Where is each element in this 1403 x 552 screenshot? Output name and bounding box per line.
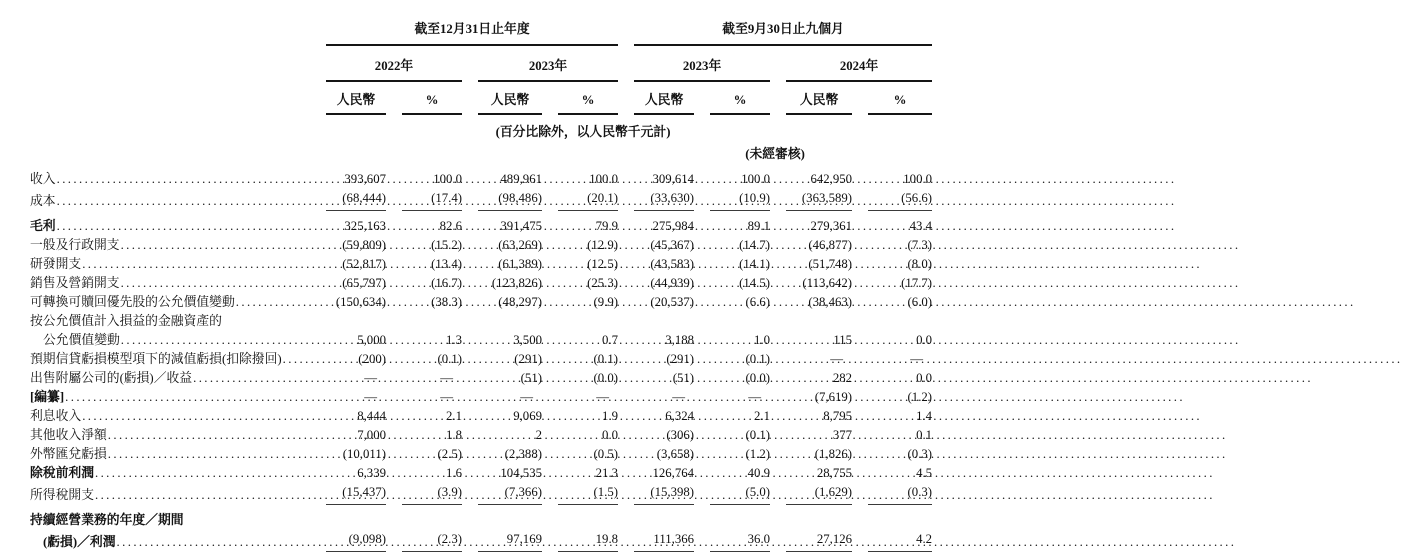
cell-value: 6,324 <box>665 409 695 423</box>
year-row <box>30 46 932 82</box>
table-row <box>30 293 932 312</box>
cell-value: 8,444 <box>357 409 386 423</box>
cell-value: 275,984 <box>652 219 695 233</box>
cell-value: (12.5) <box>587 257 619 271</box>
cell-value: (1,629) <box>814 485 853 499</box>
cell-value: (12.9) <box>587 238 619 252</box>
row-label: 可轉換可贖回優先股的公允價值變動 <box>30 295 235 309</box>
cell-value: (14.5) <box>739 276 771 290</box>
row-label: 研發開支 <box>30 257 82 271</box>
cell-value: 104,535 <box>500 466 542 480</box>
cell-value: 100.0 <box>903 172 933 186</box>
table-row <box>30 369 932 388</box>
cell-value: 89.1 <box>747 219 771 233</box>
col-header-pct: % <box>710 93 770 115</box>
cell-value: — <box>748 390 762 404</box>
cell-value: (14.1) <box>739 257 771 271</box>
cell-value: 2 <box>535 428 542 442</box>
cell-value: (68,444) <box>342 191 386 205</box>
table-row <box>30 511 932 530</box>
cell-value: (0.0) <box>745 371 771 385</box>
cell-value: 5,000 <box>357 333 386 347</box>
cell-value: (1.5) <box>593 485 619 499</box>
cell-value: 393,607 <box>344 172 386 186</box>
dot-leader <box>57 170 307 189</box>
cell-value: (20,537) <box>650 295 695 309</box>
cell-value: (7,366) <box>504 485 542 499</box>
cell-value: (1,826) <box>814 447 853 461</box>
cell-value: (44,939) <box>650 276 695 290</box>
row-label: 其他收入淨額 <box>30 428 107 442</box>
col-header-rmb: 人民幣 <box>478 89 542 115</box>
cell-value: (10.9) <box>739 191 771 205</box>
cell-value: (0.5) <box>593 447 619 461</box>
table-row <box>30 236 932 255</box>
cell-value: (9.9) <box>593 295 619 309</box>
cell-value: (291) <box>514 352 542 366</box>
table-header <box>30 10 932 170</box>
dot-leader <box>82 255 307 274</box>
dot-leader <box>117 533 307 552</box>
cell-value: 7,000 <box>357 428 386 442</box>
cell-value: (25.3) <box>587 276 619 290</box>
year-label-2023: 2023年 <box>478 55 618 82</box>
cell-value: 21.3 <box>595 466 619 480</box>
cell-value: (51) <box>520 371 542 385</box>
row-label: 所得稅開支 <box>30 488 94 502</box>
cell-value: — <box>520 390 533 404</box>
unit-note-row <box>30 115 932 140</box>
cell-value: (113,642) <box>802 276 853 290</box>
cell-value: (1.2) <box>907 390 933 404</box>
cell-value: (3.9) <box>437 485 462 499</box>
cell-value: 126,764 <box>652 466 695 480</box>
cell-value: 391,475 <box>500 219 542 233</box>
cell-value: 3,188 <box>665 333 695 347</box>
row-label: 按公允價值計入損益的金融資產的 <box>30 314 222 328</box>
col-header-pct: % <box>558 93 618 115</box>
period-group-title-ninemonth: 截至9月30日止九個月 <box>634 10 932 46</box>
column-header-row <box>30 82 932 115</box>
cell-value: (56.6) <box>901 191 933 205</box>
table-row <box>30 331 932 350</box>
table-row <box>30 445 932 464</box>
cell-value: 1.9 <box>602 409 619 423</box>
table-row <box>30 464 932 483</box>
cell-value: (291) <box>666 352 695 366</box>
cell-value: 0.0 <box>916 333 933 347</box>
cell-value: 8,795 <box>823 409 853 423</box>
cell-value: 2.1 <box>446 409 462 423</box>
unit-note: (百分比除外，以人民幣千元計) <box>495 125 671 139</box>
cell-value: 100.0 <box>741 172 771 186</box>
cell-value: (65,797) <box>342 276 386 290</box>
cell-value: 279,361 <box>810 219 853 233</box>
cell-value: 1.0 <box>754 333 771 347</box>
dot-leader <box>121 331 307 350</box>
row-label: 預期信貸虧損模型項下的減值虧損(扣除撥回) <box>30 352 282 366</box>
row-label: 公允價值變動 <box>43 333 120 347</box>
row-label: 銷售及營銷開支 <box>30 276 120 290</box>
cell-value: (200) <box>358 352 386 366</box>
cell-value: 97,169 <box>506 532 542 546</box>
cell-value: (43,583) <box>650 257 695 271</box>
table-row <box>30 312 932 331</box>
dot-leader <box>82 407 307 426</box>
cell-value: 282 <box>832 371 853 385</box>
dot-leader <box>95 486 307 505</box>
unaudited-note-row <box>30 140 932 170</box>
cell-value: 0.7 <box>602 333 619 347</box>
cell-value: (6.6) <box>745 295 771 309</box>
cell-value: (17.7) <box>901 276 933 290</box>
dot-leader <box>108 445 307 464</box>
cell-value: (33,630) <box>650 191 695 205</box>
dot-leader <box>236 293 307 312</box>
cell-value: (13.4) <box>431 257 462 271</box>
cell-value: (45,367) <box>650 238 695 252</box>
cell-value: (7,619) <box>814 390 853 404</box>
cell-value: 0.0 <box>602 428 619 442</box>
table-row <box>30 426 932 445</box>
row-label: 除稅前利潤 <box>30 466 94 480</box>
table-row <box>30 350 932 369</box>
cell-value: (0.3) <box>907 447 933 461</box>
cell-value: 1.8 <box>446 428 462 442</box>
col-header-rmb: 人民幣 <box>326 89 386 115</box>
cell-value: — <box>364 371 377 385</box>
year-label-2022: 2022年 <box>326 55 462 82</box>
cell-value: (0.1) <box>745 352 771 366</box>
cell-value: 0.1 <box>916 428 933 442</box>
cell-value: 28,755 <box>816 466 853 480</box>
cell-value: — <box>440 390 453 404</box>
cell-value: (15,437) <box>342 485 386 499</box>
table-row <box>30 388 932 407</box>
cell-value: (2.5) <box>437 447 462 461</box>
cell-value: (15.2) <box>431 238 462 252</box>
cell-value: 4.5 <box>916 466 933 480</box>
cell-value: 1.3 <box>446 333 462 347</box>
cell-value: (363,589) <box>801 191 853 205</box>
cell-value: (59,809) <box>342 238 386 252</box>
cell-value: — <box>672 390 686 404</box>
cell-value: (7.3) <box>907 238 933 252</box>
cell-value: (306) <box>666 428 695 442</box>
table-row <box>30 189 932 211</box>
cell-value: (20.1) <box>587 191 619 205</box>
cell-value: (2,388) <box>504 447 542 461</box>
cell-value: 1.6 <box>446 466 462 480</box>
cell-value: (51,748) <box>808 257 853 271</box>
table-row <box>30 530 932 552</box>
cell-value: 0.0 <box>916 371 933 385</box>
table-row <box>30 217 932 236</box>
cell-value: 36.0 <box>747 532 771 546</box>
cell-value: 100.0 <box>589 172 619 186</box>
income-statement-table <box>30 10 932 552</box>
cell-value: (123,826) <box>491 276 542 290</box>
dot-leader <box>95 464 307 483</box>
cell-value: (8.0) <box>907 257 933 271</box>
cell-value: (98,486) <box>498 191 542 205</box>
row-label: 成本 <box>30 194 56 208</box>
cell-value: 3,500 <box>513 333 542 347</box>
cell-value: 642,950 <box>810 172 853 186</box>
col-header-pct: % <box>868 93 932 115</box>
row-label: 利息收入 <box>30 409 82 423</box>
row-label: [編纂] <box>30 390 65 404</box>
cell-value: (17.4) <box>431 191 462 205</box>
cell-value: (0.1) <box>437 352 462 366</box>
row-label: 持續經營業務的年度／期間 <box>30 513 184 527</box>
period-group-title-annual: 截至12月31日止年度 <box>326 10 618 46</box>
table-row <box>30 483 932 505</box>
table-row <box>30 255 932 274</box>
dot-leader <box>57 192 307 211</box>
col-header-rmb: 人民幣 <box>786 89 852 115</box>
year-label-2024-9m: 2024年 <box>786 55 932 82</box>
cell-value: — <box>910 352 924 366</box>
cell-value: 27,126 <box>816 532 853 546</box>
cell-value: (5.0) <box>745 485 771 499</box>
year-label-2023-9m: 2023年 <box>634 55 770 82</box>
table-row <box>30 170 932 189</box>
cell-value: 19.8 <box>595 532 619 546</box>
table-row <box>30 274 932 293</box>
table-body <box>30 170 932 552</box>
cell-value: (38.3) <box>431 295 462 309</box>
cell-value: 43.4 <box>909 219 933 233</box>
cell-value: (6.0) <box>907 295 933 309</box>
cell-value: 115 <box>833 333 853 347</box>
col-header-rmb: 人民幣 <box>634 89 694 115</box>
cell-value: — <box>830 352 844 366</box>
table-row <box>30 407 932 426</box>
row-label: 收入 <box>30 172 56 186</box>
row-label: (虧損)／利潤 <box>43 535 116 549</box>
dot-leader <box>65 388 307 407</box>
cell-value: 79.9 <box>595 219 619 233</box>
cell-value: (150,634) <box>335 295 386 309</box>
period-group-row <box>30 10 932 46</box>
dot-leader <box>121 236 307 255</box>
cell-value: 1.4 <box>916 409 933 423</box>
cell-value: (1.2) <box>745 447 771 461</box>
dot-leader <box>193 369 307 388</box>
cell-value: (0.1) <box>593 352 619 366</box>
unaudited-note: (未經審核) <box>745 147 805 161</box>
cell-value: 4.2 <box>916 532 933 546</box>
dot-leader <box>57 217 307 236</box>
cell-value: 309,614 <box>652 172 695 186</box>
cell-value: 82.6 <box>439 219 462 233</box>
cell-value: 40.9 <box>747 466 771 480</box>
cell-value: (52,817) <box>342 257 386 271</box>
cell-value: (46,877) <box>808 238 853 252</box>
cell-value: 325,163 <box>344 219 386 233</box>
cell-value: (16.7) <box>431 276 462 290</box>
cell-value: (0.0) <box>593 371 619 385</box>
cell-value: 377 <box>832 428 853 442</box>
cell-value: (10,011) <box>342 447 386 461</box>
cell-value: (63,269) <box>498 238 542 252</box>
row-label: 一般及行政開支 <box>30 238 120 252</box>
cell-value: 9,069 <box>513 409 542 423</box>
cell-value: (14.7) <box>739 238 771 252</box>
cell-value: (0.1) <box>745 428 771 442</box>
cell-value: (51) <box>672 371 695 385</box>
row-label: 毛利 <box>30 219 56 233</box>
cell-value: — <box>596 390 610 404</box>
row-label: 外幣匯兌虧損 <box>30 447 107 461</box>
cell-value: (3,658) <box>656 447 695 461</box>
cell-value: 100.0 <box>433 172 462 186</box>
cell-value: (15,398) <box>650 485 695 499</box>
cell-value: (61,389) <box>498 257 542 271</box>
cell-value: — <box>440 371 453 385</box>
cell-value: (48,297) <box>498 295 542 309</box>
cell-value: 6,339 <box>357 466 386 480</box>
dot-leader <box>108 426 307 445</box>
cell-value: (0.3) <box>907 485 933 499</box>
cell-value: (9,098) <box>348 532 386 546</box>
cell-value: — <box>364 390 377 404</box>
cell-value: 489,961 <box>500 172 542 186</box>
cell-value: 2.1 <box>754 409 771 423</box>
col-header-pct: % <box>402 93 462 115</box>
cell-value: 111,366 <box>653 532 695 546</box>
cell-value: (2.3) <box>437 532 462 546</box>
cell-value: (38,463) <box>808 295 853 309</box>
row-label: 出售附屬公司的(虧損)／收益 <box>30 371 193 385</box>
dot-leader <box>283 350 307 369</box>
dot-leader <box>121 274 307 293</box>
